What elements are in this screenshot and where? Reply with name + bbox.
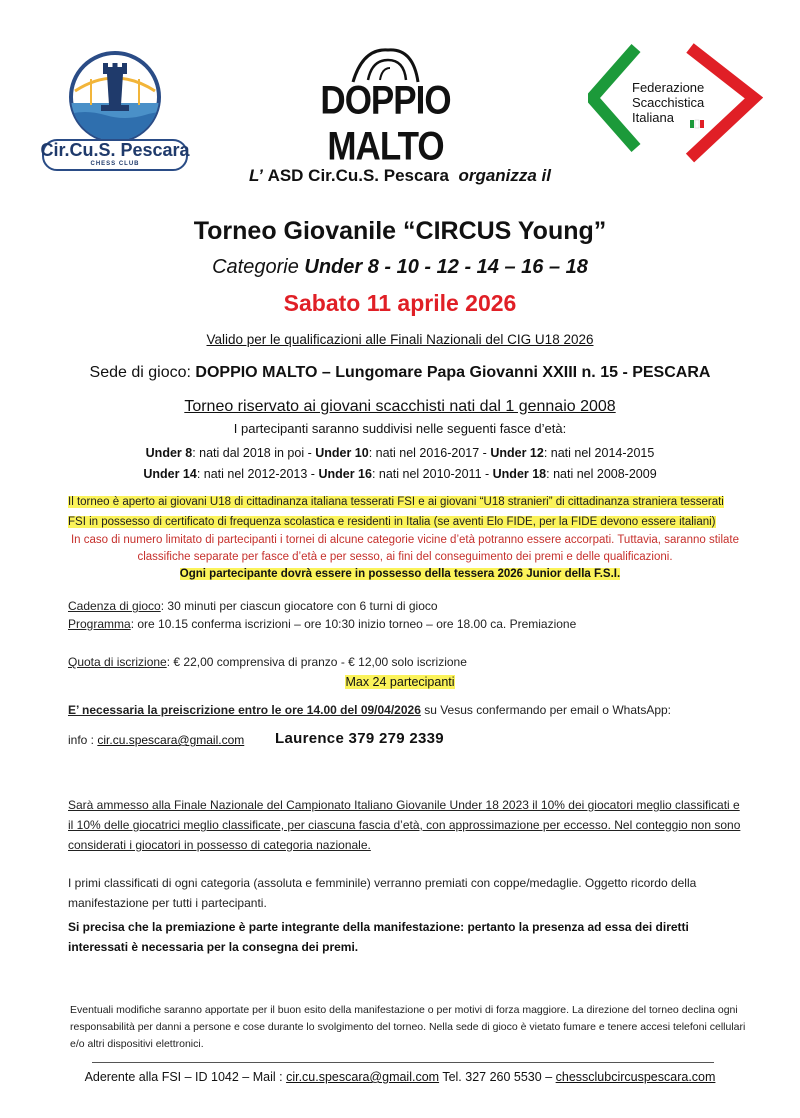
fee-text: : € 22,00 comprensiva di pranzo - € 12,00 solo iscrizione [166, 655, 467, 669]
eligibility-line-1: Il torneo è aperto ai giovani U18 di cittadinanza italiana tesserati FSI e ai giovani “U18 stranieri” di cittadinanza straniera tesserati [68, 496, 724, 508]
age-text: : nati nel 2008-2009 [546, 467, 657, 481]
cadence-line [68, 599, 438, 613]
age-label: Under 14 [143, 467, 197, 481]
age-label: Under 16 [318, 467, 372, 481]
organizer-prefix: L’ [248, 166, 263, 185]
footer-tel: Tel. 327 260 5530 – [439, 1070, 556, 1084]
categories-label: Categorie [212, 256, 299, 278]
age-groups-line-1 [0, 446, 800, 460]
organizer-suffix: organizza il [458, 166, 552, 185]
organizer-name: ASD Cir.Cu.S. Pescara [267, 166, 449, 185]
award-ceremony-note: Si precisa che la premiazione è parte integrante della manifestazione: pertanto la presenza ad essa dei diretti interessati è necessaria per la consegna dei premi. [68, 920, 689, 954]
venue-label: Sede di gioco: [89, 364, 191, 381]
age-text: : nati nel 2010-2011 - [371, 467, 493, 481]
reserved-note: Torneo riservato ai giovani scacchisti nati dal 1 gennaio 2008 [184, 398, 616, 415]
qualification-note: Sarà ammesso alla Finale Nazionale del Campionato Italiano Giovanile Under 18 2023 il 10% dei giocatori meglio classificati e il 10% delle giocatrici meglio classificate, per ciascuna fascia d’età, con approssimazione per eccesso. Nel conteggio non sono considerati i giocatori in possesso di categoria nazionale. [68, 798, 741, 852]
preregistration-line [68, 703, 671, 717]
membership-card-text: Ogni partecipante dovrà essere in possesso della tessera 2026 Junior della F.S.I. [179, 568, 621, 580]
eligibility-note [68, 492, 748, 532]
cadence-text: : 30 minuti per ciascun giocatore con 6 turni di gioco [160, 599, 438, 613]
doppio-malto-logo [268, 40, 503, 169]
age-label: Under 12 [490, 446, 544, 460]
organizer-line [0, 166, 800, 186]
prizes-note: I primi classificati di ogni categoria (assoluta e femminile) verranno premiati con coppe/medaglie. Oggetto ricordo della manifestazione per tutti i partecipanti. [68, 876, 697, 910]
age-label: Under 18 [492, 467, 547, 481]
footer [0, 1070, 800, 1084]
age-label: Under 10 [315, 446, 369, 460]
subdivision-note: I partecipanti saranno suddivisi nelle seguenti fasce d’età: [233, 421, 567, 436]
validity-note: Valido per le qualificazioni alle Finali Nazionali del CIG U18 2026 [206, 332, 594, 347]
info-line [68, 733, 244, 747]
info-label: info : [68, 733, 98, 747]
fee-line [68, 655, 467, 669]
doppio-malto-wordmark: DOPPIO MALTO [320, 78, 451, 169]
venue-line [0, 364, 800, 382]
program-label: Programma [68, 617, 131, 631]
categories-values: Under 8 - 10 - 12 - 14 – 16 – 18 [304, 256, 588, 278]
program-line [68, 617, 576, 631]
preregistration-deadline: E’ necessaria la preiscrizione entro le ore 14.00 del 09/04/2026 [68, 703, 421, 717]
circus-logo-sub: CHESS CLUB [90, 161, 140, 167]
age-label: Under 8 [145, 446, 193, 460]
circus-logo-name: Cir.Cu.S. Pescara [40, 140, 190, 160]
tournament-title: Torneo Giovanile “CIRCUS Young” [193, 217, 607, 245]
fsi-logo-line3: Italiana [632, 110, 674, 125]
max-participants [0, 675, 800, 689]
footer-website-link[interactable]: chessclubcircuspescara.com [555, 1070, 716, 1084]
circus-logo [35, 45, 195, 175]
disclaimer-note: Eventuali modifiche saranno apportate per il buon esito della manifestazione o per motivi di forza maggiore. La direzione del torneo declina ogni responsabilità per danni a persone e cose durante lo svolgimento del torneo. Nella sede di gioco è vietato fumare e tenere accesi telefoni cellulari e/o altri dispositivi elettronici. [70, 1004, 746, 1050]
eligibility-line-2: FSI in possesso di certificato di frequenza scolastica e residenti in Italia (se aventi Elo FIDE, per la FIDE devono essere italiani) [68, 516, 716, 528]
fsi-logo-line1: Federazione [632, 80, 705, 95]
max-participants-text: Max 24 partecipanti [345, 675, 455, 689]
venue-value: DOPPIO MALTO – Lungomare Papa Giovanni XXIII n. 15 - PESCARA [195, 364, 711, 381]
footer-email-link[interactable]: cir.cu.spescara@gmail.com [286, 1070, 440, 1084]
cadence-label: Cadenza di gioco [68, 599, 161, 613]
program-text: : ore 10.15 conferma iscrizioni – ore 10:30 inizio torneo – ore 18.00 ca. Premiazione [130, 617, 577, 631]
fsi-logo [588, 40, 763, 165]
age-text: : nati nel 2014-2015 [543, 446, 655, 460]
footer-divider [92, 1062, 714, 1063]
info-email-link[interactable]: cir.cu.spescara@gmail.com [97, 733, 245, 747]
fee-label: Quota di iscrizione [68, 655, 167, 669]
age-text: : nati dal 2018 in poi - [192, 446, 316, 460]
tournament-date: Sabato 11 aprile 2026 [283, 290, 517, 316]
age-groups-line-2 [0, 467, 800, 481]
merge-categories-note: In caso di numero limitato di partecipanti i tornei di alcune categorie vicine d’età potranno essere accorpati. Tuttavia, saranno stilate classifiche separate per fasce d’età e per sesso, ai fini del conseguimento dei premi e delle qualificazioni. [70, 534, 739, 563]
footer-prefix: Aderente alla FSI – ID 1042 – Mail : [84, 1070, 287, 1084]
age-text: : nati nel 2012-2013 - [196, 467, 319, 481]
categories-line [0, 256, 800, 279]
contact-phone: Laurence 379 279 2339 [275, 730, 444, 747]
age-text: : nati nel 2016-2017 - [368, 446, 491, 460]
preregistration-text: su Vesus confermando per email o WhatsApp: [420, 703, 672, 717]
membership-card-note [0, 568, 800, 580]
fsi-logo-line2: Scacchistica [632, 95, 705, 110]
